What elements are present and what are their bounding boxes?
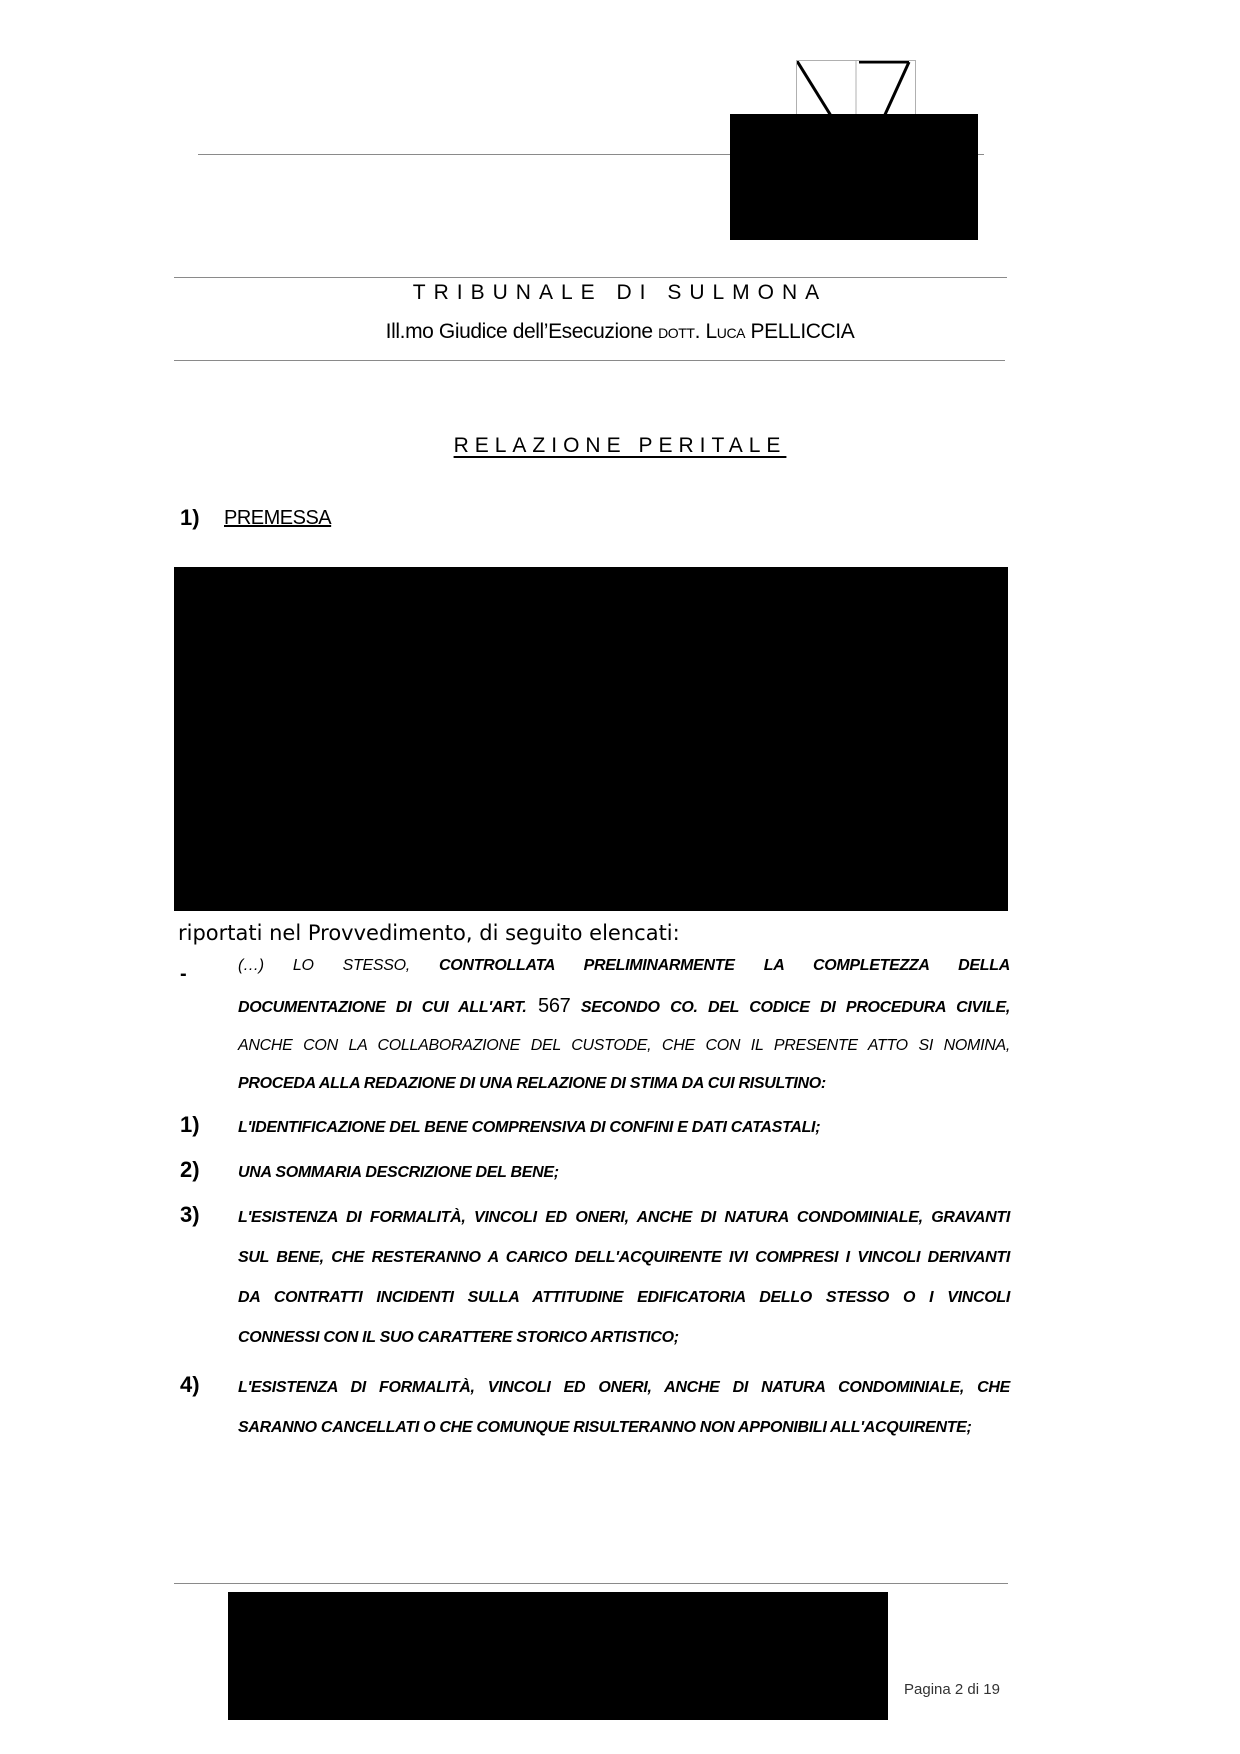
item-number-3: 3) [180,1202,200,1227]
item-4-line-2: SARANNO CANCELLATI O CHE COMUNQUE RISULTERANNO NON APPONIBILI ALL'ACQUIRENTE; [238,1419,972,1436]
page-number: Pagina 2 di 19 [904,1681,1000,1698]
court-top-rule [174,277,1007,278]
redacted-premise-block [174,567,1008,911]
item-number-2: 2) [180,1157,200,1182]
item-number-4: 4) [180,1372,200,1397]
judge-line: Ill.mo Giudice dell’Esecuzione DOTT. LUCA PELLICCIA [385,320,855,343]
item-1-line-1: L'IDENTIFICAZIONE DEL BENE COMPRENSIVA DI CONFINI E DATI CATASTALI; [238,1119,821,1136]
footer-rule [174,1583,1008,1584]
section-number: 1) [180,505,200,530]
court-name: TRIBUNALE DI SULMONA [412,281,828,304]
item-3-line-3: DA CONTRATTI INCIDENTI SULLA ATTITUDINE EDIFICATORIA DELLO STESSO O I VINCOLI [238,1289,1010,1306]
section-title: PREMESSA [224,507,332,529]
item-3-line-2: SUL BENE, CHE RESTERANNO A CARICO DELL'ACQUIRENTE IVI COMPRESI I VINCOLI DERIVANTI [238,1249,1010,1266]
logo-mark-icon [797,61,915,119]
item-3-line-4: CONNESSI CON IL SUO CARATTERE STORICO ARTISTICO; [238,1329,679,1346]
header-logo [796,60,916,120]
quote-line-1: (…) LO STESSO, CONTROLLATA PRELIMINARMENTE LA COMPLETEZZA DELLA [238,957,1010,974]
court-bottom-rule [174,360,1005,361]
item-2-line-1: UNA SOMMARIA DESCRIZIONE DEL BENE; [238,1164,559,1181]
document-title: RELAZIONE PERITALE [453,434,787,457]
item-3-line-1: L'ESISTENZA DI FORMALITÀ, VINCOLI ED ONERI, ANCHE DI NATURA CONDOMINIALE, GRAVANTI [238,1209,1010,1226]
quote-line-2: DOCUMENTAZIONE DI CUI ALL'ART. 567 SECONDO CO. DEL CODICE DI PROCEDURA CIVILE, [238,995,1010,1017]
quote-line-4: PROCEDA ALLA REDAZIONE DI UNA RELAZIONE DI STIMA DA CUI RISULTINO: [238,1075,826,1092]
intro-text: riportati nel Provvedimento, di seguito elencati: [178,921,680,945]
quote-line-3: ANCHE CON LA COLLABORAZIONE DEL CUSTODE, CHE CON IL PRESENTE ATTO SI NOMINA, [238,1037,1010,1054]
redacted-footer-block [228,1592,888,1720]
item-number-1: 1) [180,1112,200,1137]
item-4-line-1: L'ESISTENZA DI FORMALITÀ, VINCOLI ED ONERI, ANCHE DI NATURA CONDOMINIALE, CHE [238,1379,1010,1396]
list-dash: - [180,963,187,985]
redacted-header-block [730,114,978,240]
